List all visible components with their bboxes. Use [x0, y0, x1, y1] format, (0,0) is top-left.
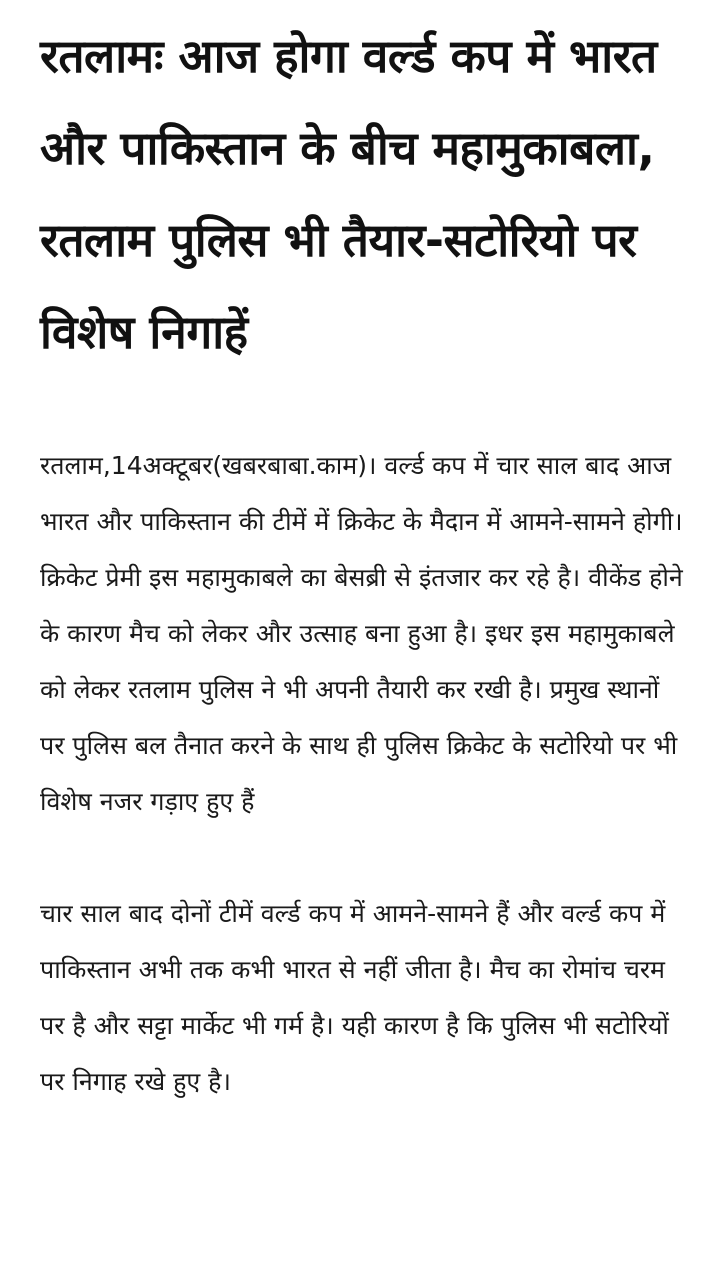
article-headline: रतलामः आज होगा वर्ल्ड कप में भारत और पाकिस्तान के बीच महामुकाबला, रतलाम पुलिस भी तैयार-सटोरियो पर विशेष निगाहें: [40, 29, 657, 359]
article-paragraph-1: रतलाम,14अक्टूबर(खबरबाबा.काम)। वर्ल्ड कप में चार साल बाद आज भारत और पाकिस्तान की टीमें में क्रिकेट के मैदान में आमने-सामने होगी। क्रिकेट प्रेमी इस महामुकाबले का बेसब्री से इंतजार कर रहे है। वीकेंड होने के कारण मैच को लेकर और उत्साह बना हुआ है। इधर इस महामुकाबले को लेकर रतलाम पुलिस ने भी अपनी तैयारी कर रखी है। प्रमुख स्थानों पर पुलिस बल तैनात करने के साथ ही पुलिस क्रिकेट के सटोरियो पर भी विशेष नजर गड़ाए हुए हैं: [40, 451, 683, 816]
article-paragraph-2: चार साल बाद दोनों टीमें वर्ल्ड कप में आमने-सामने हैं और वर्ल्ड कप में पाकिस्तान अभी तक कभी भारत से नहीं जीता है। मैच का रोमांच चरम पर है और सट्टा मार्केट भी गर्म है। यही कारण है कि पुलिस भी सटोरियों पर निगाह रखे हुए है।: [40, 899, 669, 1096]
